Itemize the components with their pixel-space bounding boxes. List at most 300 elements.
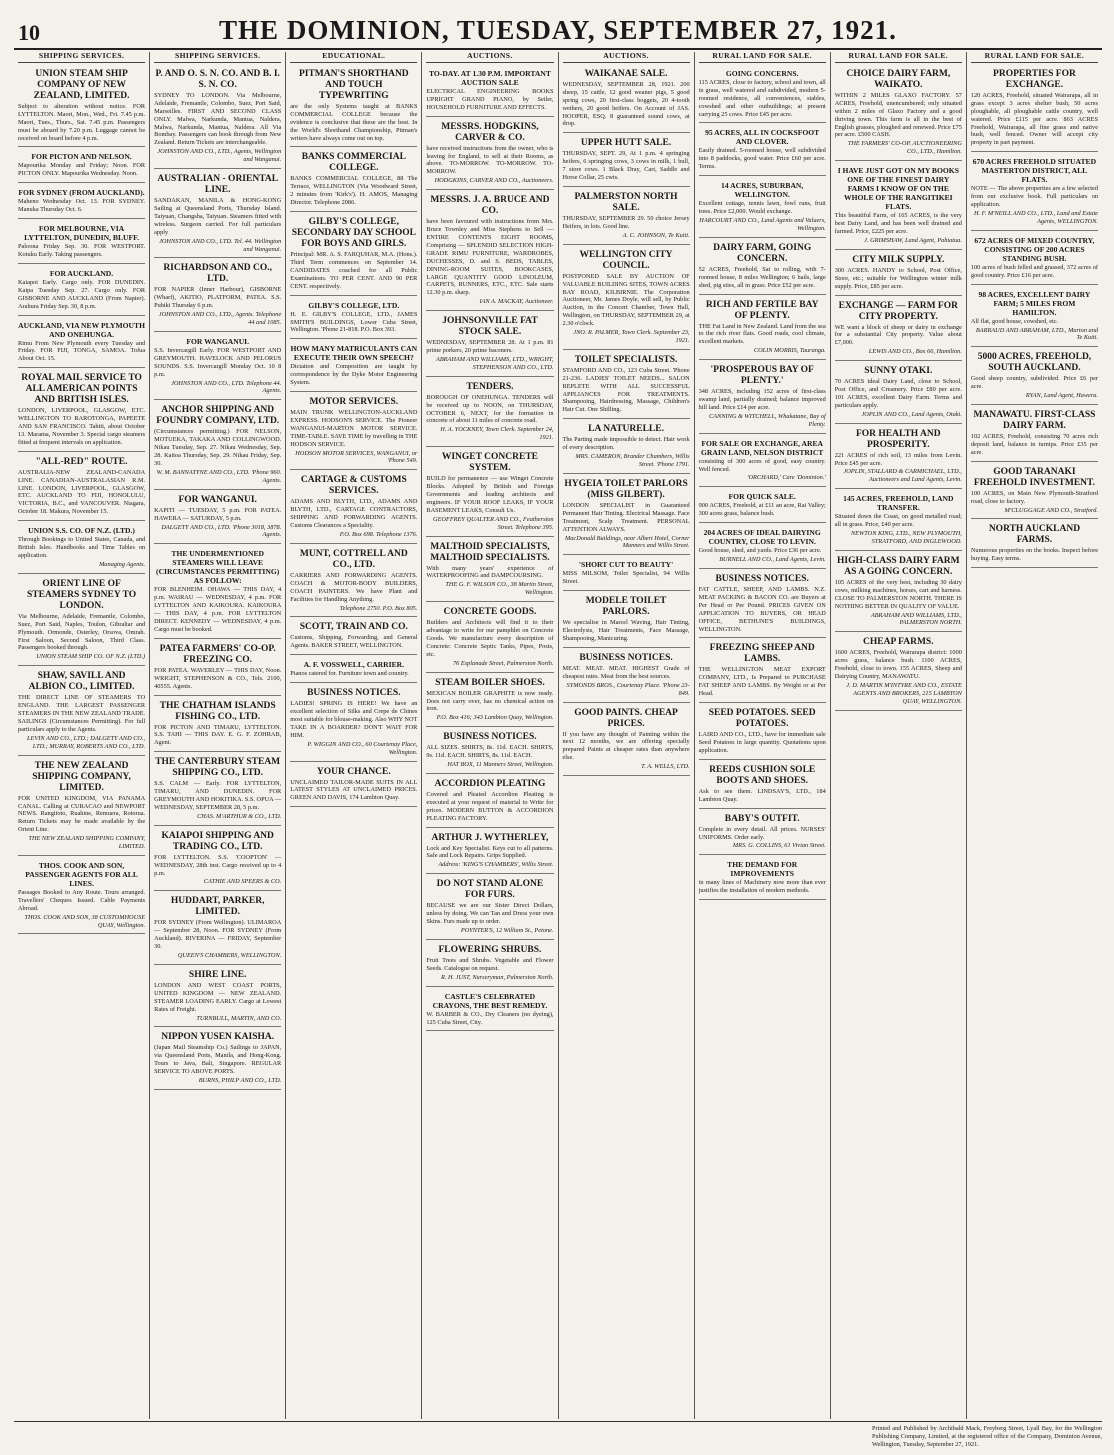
- ad-body: THURSDAY, SEPT. 29, At 1 p.m. 4 springing heifers, 6 springing cows, 3 cows in milk, 1 bull, 7 store cows. 1 Black Dray, Cart, Saddle and Horse Collar, 25 cwts.: [562, 150, 690, 182]
- ad-title: EXCHANGE — FARM FOR CITY PROPERTY.: [838, 300, 958, 322]
- ad-title: FOR WANGANUI.: [178, 494, 257, 505]
- ad-signature: Managing Agents.: [99, 560, 146, 568]
- advertisement: [699, 705, 826, 760]
- ad-title: THE NEW ZEALAND SHIPPING COMPANY, LIMITED.: [32, 760, 131, 793]
- ad-title: SEED POTATOES. SEED POTATOES.: [708, 708, 816, 730]
- ad-title: I HAVE JUST GOT ON MY BOOKS ONE OF THE FINEST DAIRY FARMS I KNOW OF ON THE WHOLE OF THE RANGITIKEI FLATS.: [837, 166, 959, 212]
- advertisement: [290, 298, 417, 340]
- ad-body: 102 ACRES, Freehold, consisting 70 acres rich deposit land, balance in turnips. Price £35 per acre.: [970, 433, 1098, 456]
- ad-body: THE Fat Land in New Zealand. Land from the sea to the rich river flats. Good roads, cool climate, excellent markets.: [698, 322, 826, 346]
- ad-body: are the only Systems taught at BANKS COMMERCIAL COLLEGE because the evidence is conclusive that these are the best. In the World's Shorthand Championship, Pitman's writers have always come out on top.: [290, 102, 418, 142]
- column-3: [286, 52, 422, 1419]
- column-6: [695, 52, 831, 1419]
- ad-body: If you have any thought of Painting within the next 12 months, we are offering specially prepared Paints at cheaper rates than anywhere else.: [562, 730, 690, 762]
- ad-title: THE CHATHAM ISLANDS FISHING CO., LTD.: [159, 700, 276, 722]
- ad-title: FOR HEALTH AND PROSPERITY.: [855, 428, 941, 450]
- ad-signature: HODGKINS, CARVER AND CO., Auctioneers.: [434, 177, 554, 185]
- advertisement: [154, 66, 281, 169]
- ad-body: This beautiful Farm, of 165 ACRES, is the very best Dairy Land, and has been well drained and farmed. Price, £225 per acre.: [834, 212, 962, 235]
- ad-title: YOUR CHANCE.: [316, 766, 391, 777]
- advertisement: [18, 858, 145, 935]
- imprint-footer: [14, 1421, 1102, 1449]
- advertisement: [18, 149, 145, 183]
- advertisement: [426, 942, 553, 987]
- advertisement: [699, 125, 826, 176]
- ad-title: BUSINESS NOTICES.: [579, 652, 673, 663]
- ad-body: THURSDAY, SEPTEMBER 29. 50 choice Jersey Heifers, in lots. Good line.: [562, 214, 690, 230]
- ad-title: BUSINESS NOTICES.: [307, 688, 401, 699]
- ad-signature: ABRAHAM AND WILLIAMS, LTD., WRIGHT, STEPHENSON AND CO., LTD.: [435, 355, 554, 371]
- ad-title: SUNNY OTAKI.: [864, 366, 933, 377]
- ad-signature: THE NEW ZEALAND SHIPPING COMPANY, LIMITED.: [28, 835, 146, 851]
- advertisement: [699, 525, 826, 569]
- column-heading: AUCTIONS.: [426, 52, 553, 63]
- ad-signature: BURNELL AND CO., Land Agents, Levin.: [719, 556, 826, 564]
- ad-title: P. AND O. S. N. CO. AND B. I. S. N. CO.: [155, 68, 280, 90]
- advertisement: [426, 876, 553, 940]
- advertisement: [426, 192, 553, 311]
- ad-body: FOR NAPIER (Inner Harbour), GISBORNE (Wharf), AKITIO, PLATFORM, PATEA. S.S. Puhiki Thursday 6 p.m.: [154, 286, 282, 310]
- advertisement: [699, 489, 826, 523]
- ad-body: BECAUSE we are our Sister Direct Dollars, unless by doing. We can Tan and Dress your own Skins. Furs made up to order.: [426, 902, 554, 926]
- ad-title: FOR WANGANUI.: [186, 336, 250, 346]
- ad-title: FREEZING SHEEP AND LAMBS.: [709, 643, 815, 665]
- ad-title: BABY'S OUTFIT.: [724, 813, 800, 824]
- ad-signature: JOHNSTON AND CO., LTD., Agents. Telephone 44 and 1085.: [158, 311, 282, 327]
- ad-body: FOR SYDNEY (From Wellington). ULIMAROA — September 28, Noon. FOR SYDNEY (From Auckland). RIVERINA — FRIDAY, September 30.: [154, 919, 282, 951]
- advertisement: [290, 472, 417, 544]
- ad-body: SYDNEY TO LONDON. Via Melbourne, Adelaide, Fremantle, Colombo, Suez, Port Said, Marseilles. FIRST AND SECOND CLASS ONLY. Malwa, Narkunda, Mantua, Naldera, Malwa, Narkunda, Mantua, Naldera. All Via Bombay. Passengers can book through from New Zealand. Return Tickets are interchangeable.: [154, 91, 282, 147]
- ad-title: STEAM BOILER SHOES.: [435, 677, 545, 688]
- advertisement: [699, 640, 826, 703]
- ad-body: Through Bookings to United States, Canada, and British Isles. Handbooks and Time Tables on application.: [18, 536, 146, 559]
- ad-title: JOHNSONVILLE FAT STOCK SALE.: [442, 316, 538, 338]
- advertisement: [290, 764, 417, 808]
- ad-title: REEDS CUSHION SOLE BOOTS AND SHOES.: [709, 764, 816, 786]
- advertisement: [563, 705, 690, 777]
- advertisement: [18, 523, 145, 574]
- advertisement: [563, 66, 690, 133]
- advertisement: [154, 492, 281, 545]
- advertisement: [563, 135, 690, 187]
- ad-body: WEDNESDAY, SEPTEMBER 28. At 1 p.m. 81 prime porkers, 20 prime baconers.: [426, 339, 554, 355]
- ad-title: GOOD TARANAKI FREEHOLD INVESTMENT.: [973, 466, 1096, 488]
- ad-title: BUSINESS NOTICES.: [715, 574, 809, 584]
- ad-signature: R. H. JUST, Nurseryman, Palmerston North.: [440, 973, 554, 981]
- ad-body: H. E. GILBY'S COLLEGE, LTD., JAMES SMITH'S BUILDINGS, Lower Cuba Street, Wellington. 'Phone 21-818. P.O. Box 393.: [290, 310, 418, 334]
- advertisement: [699, 571, 826, 638]
- advertisement: [18, 221, 145, 264]
- ad-title: MUNT, COTTRELL AND CO., LTD.: [299, 548, 408, 570]
- ad-title: FOR QUICK SALE.: [728, 492, 796, 502]
- ad-body: UNCLAIMED TAILOR-MADE SUITS IN ALL LATEST STYLES AT UNCLAIMED PRICES. GREEN AND DAVIS, 174 Lambton Quay.: [290, 778, 418, 802]
- advertisement: [290, 685, 417, 761]
- advertisement: [971, 349, 1098, 405]
- ad-signature: Address: 'KING'S CHAMBERS', Willis Street.: [438, 861, 554, 869]
- ad-signature: UNION STEAM SHIP CO. OF N.Z. (LTD.): [36, 653, 146, 661]
- ad-body: FOR PICTON AND TIMARU, LYTTELTON. S.S. TAHI — THIS DAY. E. G. F. ZOHRAB, Agent.: [154, 723, 282, 747]
- ad-body: All flat, good house, cowshed, etc.: [970, 317, 1059, 325]
- advertisement: [154, 698, 281, 753]
- ad-title: FOR MELBOURNE, VIA LYTTELTON, DUNEDIN, BLUFF.: [24, 224, 139, 243]
- ad-signature: MRS. CAMERON, Brander Chambers, Willis Street. 'Phone 1791.: [575, 453, 690, 468]
- ad-signature: P.O. Box 416; 343 Lambton Quay, Wellington.: [436, 714, 554, 722]
- ad-body: Fruit Trees and Shrubs. Vegetable and Flower Seeds. Catalogue on request.: [426, 956, 554, 972]
- advertisement: [835, 163, 962, 250]
- advertisement: [426, 675, 553, 728]
- ad-title: THE DEMAND FOR IMPROVEMENTS: [727, 860, 798, 879]
- advertisement: [290, 149, 417, 212]
- ad-signature: M'CLUGGAGE AND CO., Stratford.: [1004, 506, 1098, 514]
- ad-body: WEDNESDAY, SEPTEMBER 28, 1921. 200 sheep, 15 cattle, 12 good weaner pigs, 5 good spring cows, 20 first-class hoggets, 20 4-tooth wethers, 20 good heifers. On Account of JAS. HOOPER, ESQ. 8 guaranteed sound cows, at drop.: [562, 80, 690, 128]
- ad-title: TENDERS.: [466, 381, 514, 392]
- column-7: [831, 52, 967, 1419]
- ad-signature: SYMONDS BROS., Courtenay Place. 'Phone 23-849.: [566, 681, 690, 697]
- ad-signature: H. A. YOCKNEY, Town Clerk. September 24, 1921.: [440, 426, 554, 442]
- ad-title: NORTH AUCKLAND FARMS.: [988, 524, 1081, 546]
- ad-signature: CHAS. M'ARTHUR & CO., LTD.: [197, 812, 282, 820]
- advertisement: [835, 252, 962, 296]
- ad-body: Situated down the Coast, on good metalled road; all in grass. Price, £40 per acre.: [834, 513, 962, 529]
- advertisement: [699, 362, 826, 434]
- advertisement: [18, 370, 145, 452]
- column-8: [967, 52, 1102, 1419]
- ad-signature: HARCOURT AND CO., Land Agents and Valuers, Wellington.: [699, 216, 826, 232]
- advertisement: [699, 297, 826, 361]
- ad-body: 348 ACRES, including 152 acres of first-class swamp land, partially drained; balance improved hill land. Price £14 per acre.: [698, 388, 826, 411]
- ad-body: We specialise in Marcel Waving, Hair Tinting, Electrolysis, Hair Treatments, Face Massage, Shampooing, Manicuring.: [562, 619, 690, 642]
- ad-title: HIGH-CLASS DAIRY FARM AS A GOING CONCERN.: [836, 555, 960, 577]
- ad-title: 5000 ACRES, FREEHOLD, SOUTH AUCKLAND.: [977, 352, 1092, 374]
- ad-title: "ALL-RED" ROUTE.: [35, 456, 128, 467]
- ad-signature: A. C. JOHNSON, Te Kuiti.: [622, 231, 690, 239]
- advertisement: [563, 189, 690, 245]
- ad-signature: BARRAUD AND ABRAHAM, LTD., Marton and Te Kuiti.: [975, 326, 1098, 342]
- ad-title: GILBY'S COLLEGE, SECONDARY DAY SCHOOL FOR BOYS AND GIRLS.: [291, 217, 416, 250]
- ad-title: UPPER HUTT SALE.: [580, 138, 672, 149]
- ad-title: RICH AND FERTILE BAY OF PLENTY.: [705, 299, 819, 321]
- ad-title: MODELE TOILET PARLORS.: [585, 596, 667, 618]
- ad-title: AUCKLAND, VIA NEW PLYMOUTH AND ONEHUNGA.: [18, 320, 145, 339]
- ad-title: ARTHUR J. WYTHERLEY,: [431, 832, 549, 843]
- advertisement: [426, 830, 553, 875]
- ad-signature: HODSON MOTOR SERVICES, WANGANUI, or 'Phone 549.: [295, 449, 418, 465]
- ad-body: LONDON AND WEST COAST PORTS, UNITED KINGDOM — NEW ZEALAND. STEAMER LOADING EARLY. Cargo at Lowest Rates of Freight.: [154, 981, 282, 1013]
- advertisement: [835, 491, 962, 551]
- ad-signature: 76 Esplanade Street, Palmerston North.: [452, 659, 554, 667]
- ad-body: MEXICAN BOILER GRAPHITE is now ready. Does not carry over, has no chemical action on iron.: [426, 689, 554, 713]
- ad-body: 100 acres of bush felled and grassed, 372 acres of good country. Price £16 per acre.: [970, 263, 1098, 279]
- advertisement: [971, 154, 1098, 231]
- ad-body: MEAT. MEAT. MEAT. HIGHEST Grade of cheapest rates. Meat from the best sources.: [562, 664, 690, 680]
- ad-body: (Japan Mail Steamship Co.) Sailings to JAPAN, via Queensland Ports, Manila, and Hong-Kong. Tours to Java, Bali, Singapore. REGULAR SERVICE TO ABOVE PORTS.: [154, 1044, 282, 1076]
- ad-signature: IAN A. MACKAY, Auctioneer.: [479, 298, 554, 306]
- advertisement: [18, 66, 145, 148]
- advertisement: [290, 394, 417, 470]
- ad-title: 145 ACRES, FREEHOLD, LAND TRANSFER.: [843, 494, 954, 513]
- advertisement: [699, 178, 826, 238]
- ad-title: LA NATURELLE.: [588, 424, 664, 435]
- ad-body: Rimu From New Plymouth every Tuesday and Friday. FOR FIJI, TONGA, SAMOA. Tofua About Oct. 15.: [18, 339, 146, 363]
- ad-title: 95 ACRES, ALL IN COCKSFOOT AND CLOVER.: [705, 128, 820, 147]
- ad-title: CHOICE DAIRY FARM, WAIKATO.: [846, 68, 951, 90]
- ad-signature: COLIN MORRIS, Tauranga.: [753, 347, 826, 355]
- page-number: 10: [18, 20, 40, 45]
- advertisement: [426, 313, 553, 377]
- ad-title: 670 ACRES FREEHOLD SITUATED MASTERTON DISTRICT, ALL FLATS.: [972, 157, 1097, 185]
- ad-body: consisting of 300 acres of good, easy country. Well fenced.: [698, 457, 826, 473]
- advertisement: [154, 967, 281, 1028]
- advertisement: [563, 247, 690, 350]
- advertisement: [971, 233, 1098, 285]
- advertisement: [154, 402, 281, 489]
- ad-title: TO-DAY. AT 1.30 P.M. IMPORTANT AUCTION SALE: [428, 68, 551, 87]
- column-heading: RURAL LAND FOR SALE.: [699, 52, 826, 63]
- ad-body: Numerous properties on the books. Inspect before buying. Easy terms.: [970, 547, 1098, 563]
- advertisement: [426, 729, 553, 774]
- ad-body: CARRIERS AND FORWARDING AGENTS. COACH & MOTOR-BODY BUILDERS, COACH PAINTERS. We have Plant and Facilities for Handling Anything.: [290, 571, 418, 603]
- ad-signature: Telephone 2750. P.O. Box 805.: [339, 604, 418, 612]
- column-5: [559, 52, 695, 1419]
- ad-body: The Parting made impossible to detect. Hair work of every description.: [562, 436, 690, 452]
- ad-signature: JOHNSTON AND CO., LTD. Tel. 44. Wellington and Wanganui.: [159, 237, 282, 253]
- ad-body: Maheno Wednesday Oct. 13. FOR SYDNEY. Manuka Thursday Oct. 6.: [18, 198, 146, 214]
- ad-signature: RYAN, Land Agent, Hawera.: [1025, 392, 1098, 400]
- ad-body: LONDON SPECIALIST in Guaranteed Permanent Hair Tinting. Electrical Massage. Face Treatment, Scalp Treatment. PERSONAL ATTENTION ALWAYS.: [562, 501, 690, 533]
- advertisement: [426, 119, 553, 191]
- ad-title: 'SHORT CUT TO BEAUTY': [578, 560, 674, 570]
- ad-title: PALMERSTON NORTH SALE.: [574, 191, 678, 213]
- ad-body: LONDON, LIVERPOOL, GLASGOW, ETC. WELLINGTON TO RAROTONGA, PAPEETE AND SAN FRANCISCO. Tahiti, about October 13. Marama, November 3. Special cargo steamers fitted at frequent intervals on application.: [18, 407, 146, 446]
- ad-body: Subject to alteration without notice. FOR LYTTELTON. Maori, Mon., Wed., Fri. 7.45 p.m. Maori, Tues., Thurs., Sat. 7.45 p.m. Passengers must be aboard by 7.20 p.m. Luggage cannot be received on board before 4 p.m.: [18, 102, 146, 142]
- advertisement: [18, 758, 145, 856]
- ad-title: FOR AUCKLAND.: [49, 268, 114, 278]
- ad-title: HOW MANY MATRICULANTS CAN EXECUTE THEIR OWN SPEECH?: [290, 344, 418, 363]
- ad-title: MESSRS. HODGKINS, CARVER & CO.: [441, 121, 539, 143]
- ad-title: NIPPON YUSEN KAISHA.: [161, 1032, 275, 1043]
- ad-body: Pianos catered for. Furniture town and country.: [290, 670, 409, 678]
- advertisement: [154, 1029, 281, 1090]
- ad-title: MANAWATU. FIRST-CLASS DAIRY FARM.: [973, 410, 1096, 432]
- ad-title: ORIENT LINE OF STEAMERS SYDNEY TO LONDON.: [27, 578, 137, 611]
- ad-title: MOTOR SERVICES.: [309, 397, 399, 408]
- ad-title: CHEAP FARMS.: [863, 637, 934, 648]
- advertisement: [971, 66, 1098, 152]
- ad-body: ELECTRICAL ENGINEERING BOOKS UPRIGHT GRAND PIANO, by Seiler, HOUSEHOLD FURNITURE AND EFFECTS.: [426, 87, 554, 111]
- ad-body: S.S. Invercargill Early. FOR WESTPORT AND GREYMOUTH. HAVELOCK AND PELORUS SOUNDS. S.S. Invercargill Monday Oct. 10 8 p.m.: [154, 346, 282, 378]
- advertisement: [18, 454, 145, 521]
- ad-title: HYGEIA TOILET PARLORS (MISS GILBERT).: [564, 478, 688, 500]
- ad-signature: GEOFFREY QUALTER AND CO., Featherston Street. Telephone 395.: [433, 515, 554, 531]
- ad-title: MESSRS. J. A. BRUCE AND CO.: [430, 195, 550, 217]
- ad-title: WINGET CONCRETE SYSTEM.: [441, 452, 539, 474]
- advertisement: [18, 185, 145, 219]
- ad-title: THOS. COOK AND SON, PASSENGER AGENTS FOR ALL LINES.: [25, 860, 138, 888]
- advertisement: [290, 657, 417, 683]
- ad-body: Good house, shed, and yards. Price £36 per acre.: [698, 547, 822, 555]
- ad-title: FOR SALE OR EXCHANGE, AREA GRAIN LAND, NELSON DISTRICT: [701, 438, 824, 457]
- ad-body: 1600 ACRES, Freehold, Wairarapa district: 1000 acres grass, balance bush. 1100 ACRES, Freehold, close to town. 155 ACRES, Sheep and Dairying Country, MANAWATU.: [834, 649, 962, 681]
- advertisement: [18, 266, 145, 316]
- advertisement: [426, 379, 553, 447]
- ad-body: FOR UNITED KINGDOM, VIA PANAMA CANAL. Calling at CURACAO and NEWPORT NEWS. Rangitoto, Ruahine, Remuera, Rotorua. Return Tickets may be made available by the Orient Line.: [18, 794, 146, 834]
- ad-title: AUSTRALIAN - ORIENTAL LINE.: [157, 174, 279, 196]
- ad-title: A. F. VOSSWELL, CARRIER.: [303, 660, 405, 670]
- masthead: [14, 10, 1102, 50]
- ad-signature: ABRAHAM AND WILLIAMS, LTD., PALMERSTON NORTH.: [870, 611, 962, 627]
- ad-body: Covered and Pleated Accordion Pleating is executed at your request of material to Write for prices. MODERN BUTTON & ACCORDION PLEATING FACTORY.: [426, 790, 554, 822]
- ad-body: S.S. CALM — Early. FOR LYTTELTON, TIMARU, AND DUNEDIN. FOR GREYMOUTH AND HOKITIKA. S.S. OPUA — WEDNESDAY, SEPTEMBER 28, 5 p.m.: [154, 780, 282, 811]
- ad-body: 300 ACRES. HANDY to School, Post Office, Store, etc.; suitable for Wellington winter milk supply. Price, £85 per acre.: [834, 266, 962, 290]
- ad-title: 204 ACRES OF IDEAL DAIRYING COUNTRY, CLOSE TO LEVIN.: [703, 528, 821, 547]
- ad-body: With many years' experience of WATERPROOFING and DAMPCOURSING.: [426, 564, 554, 580]
- ad-signature: MRS. G. COLLINS, 61 Vivian Street.: [732, 842, 826, 850]
- column-1: [14, 52, 150, 1419]
- advertisement: [563, 421, 690, 474]
- ad-body: Ask to see them. LINDSAY'S, LTD., 184 Lambton Quay.: [698, 787, 826, 803]
- advertisement: [290, 619, 417, 655]
- ad-title: CITY MILK SUPPLY.: [852, 254, 945, 265]
- ad-body: have received instructions from the owner, who is leaving for England, to sell at their Rooms, as above. TO-MORROW. TO-MORROW. TO-MORROW.: [426, 144, 554, 176]
- advertisement: [426, 449, 553, 536]
- advertisement: [563, 593, 690, 648]
- ad-title: THE UNDERMENTIONED STEAMERS WILL LEAVE (CIRCUMSTANCES PERMITTING) AS FOLLOW:: [156, 549, 280, 586]
- ad-signature: J. GRIMSHAW, Land Agent, Pahiatua.: [864, 236, 962, 244]
- ad-signature: LEWIS AND CO., Box 66, Hamilton.: [868, 348, 962, 356]
- advertisement: [154, 893, 281, 965]
- ad-signature: JOHNSTON AND CO., LTD. Telephone 44. Agents.: [171, 379, 282, 395]
- ad-title: SHAW, SAVILL AND ALBION CO., LIMITED.: [28, 671, 135, 693]
- column-heading: AUCTIONS.: [563, 52, 690, 63]
- ad-body: ADAMS AND BLYTH, LTD., ADAMS AND BLYTH, LTD., CARTAGE CONTRACTORS, SHIPPING AND FORWARDING AGENTS. Customs Clearances a Speciality.: [290, 498, 418, 530]
- column-2: [150, 52, 286, 1419]
- advertisement: [563, 650, 690, 703]
- advertisement: [971, 287, 1098, 348]
- ad-signature: THOS. COOK AND SON, 38 CUSTOMHOUSE QUAY, Wellington.: [24, 913, 146, 929]
- ad-body: Lock and Key Specialist. Keys cut to all patterns. Safe and Lock Repairs. Grips Supplied.: [426, 844, 554, 860]
- ad-signature: NEWTON KING, LTD., NEW PLYMOUTH, STRATFORD, AND INGLEWOOD.: [850, 530, 962, 545]
- advertisement: [835, 634, 962, 710]
- advertisement: [154, 546, 281, 638]
- ad-body: AUSTRALIA-NEW ZEALAND-CANADA LINE. CANADIAN-AUSTRALASIAN R.M. LINE. LONDON, LIVERPOOL, GLASGOW, ETC. AUCKLAND TO FIJI, HONOLULU, VICTORIA, B.C., and VANCOUVER. Niagara, October 18. Makura, November 15.: [18, 468, 146, 516]
- ad-title: HUDDART, PARKER, LIMITED.: [170, 896, 265, 918]
- ad-signature: TURNBULL, MARTIN, AND CO.: [196, 1014, 282, 1022]
- ad-title: PATEA FARMERS' CO-OP. FREEZING CO.: [159, 643, 276, 665]
- ad-title: DAIRY FARM, GOING CONCERN.: [713, 242, 812, 264]
- column-heading: RURAL LAND FOR SALE.: [971, 52, 1098, 63]
- ad-signature: 'ORCHARD,' Care 'Dominion.': [747, 474, 826, 482]
- ad-title: THE CANTERBURY STEAM SHIPPING CO., LTD.: [155, 757, 281, 779]
- ad-body: SANDAKAN, MANILA & HONG-KONG Sailing at Queensland Ports, Thursday Island. Taiyuan, Changsha, Taiyuan. Steamers fitted with wireless. Surgeon carried. For full particulars apply: [154, 197, 282, 236]
- ad-body: Kaiapoi Early. Cargo only. FOR DUNEDIN. Kaipa Tuesday Sep. 27. Cargo only. FOR GISBORNE AND AUCKLAND (From Napier). Arahura Friday Sep. 30, 8 p.m.: [18, 278, 146, 310]
- ad-body: BANKS COMMERCIAL COLLEGE, 88 The Terrace, WELLINGTON (Via Woodward Street, 2 minutes from 'Kirk's'). H. AMOS, Managing Director. Telephone 2086.: [290, 175, 418, 207]
- ad-body: 115 ACRES, close to factory, school and town, all in grass, well watered and subdivided, modern 5-roomed residence, all conveniences, stables, cowshed and other outbuildings; at present carrying 25 cows. Price £45 per acre.: [698, 78, 826, 118]
- ad-body: 105 ACRES of the very best, including 30 dairy cows, milking machines, horses, cart and harness. CLOSE TO PALMERSTON NORTH. THERE IS NOTHING BETTER IN QUALITY OF VALUE.: [834, 578, 962, 610]
- advertisement: [563, 557, 690, 591]
- ad-body: THE WELLINGTON MEAT EXPORT COMPANY, LTD., Is Prepared to PURCHASE FAT SHEEP AND LAMBS. By Weight or at Per Head.: [698, 666, 826, 698]
- ad-body: Excellent cottage, tennis lawn, fowl runs, fruit trees. Price £2,000. Would exchange.: [698, 200, 826, 216]
- ad-title: KAIAPOI SHIPPING AND TRADING CO., LTD.: [161, 830, 274, 852]
- ad-body: FAT CATTLE, SHEEP, AND LAMBS. N.Z. MEAT PACKING & BACON CO. are Buyers at Per Head or Per Pound. PRICES GIVEN ON APPLICATION TO BUYERS, OR HEAD OFFICE, BETHUNE'S BUILDINGS, WELLINGTON.: [698, 586, 826, 633]
- ad-title: FOR SYDNEY (FROM AUCKLAND).: [18, 188, 145, 198]
- ad-signature: POYNTER'S, 12 William St., Petone.: [460, 927, 554, 934]
- column-4: [422, 52, 558, 1419]
- ad-signature: MacDonald Buildings, near Albert Hotel, Corner Manners and Willis Street.: [565, 534, 690, 550]
- ad-body: Via Melbourne, Adelaide, Fremantle, Colombo, Suez, Port Said, Naples, Toulon, Gibraltar and Plymouth. Ormonde, Osterley, Orsova, Omrah. First Saloon, Second Saloon, Third Class. Passengers booked through.: [18, 612, 146, 652]
- advertisement: [699, 240, 826, 295]
- ad-body: (Circumstances permitting.) FOR NELSON, MOTUEKA, TAKAKA AND COLLINGWOOD. Nikau Tuesday, Sep. 27. Nikau Wednesday, Sep. 28. Kaitoa Thursday, Sep. 29. Nikau Friday, Sep. 30.: [154, 428, 282, 467]
- ad-title: WELLINGTON CITY COUNCIL.: [579, 249, 673, 271]
- ad-body: 100 ACRES, on Main New Plymouth-Stratford road, close to factory.: [970, 489, 1098, 505]
- ad-body: Mapourika Monday and Friday; Noon. FOR PICTON ONLY. Mapourika Wednesday. Noon.: [18, 162, 146, 178]
- ad-body: MAIN TRUNK WELLINGTON-AUCKLAND EXPRESS. HODSON'S SERVICE. The Pioneer WANGANUI-MARTON MOTOR SERVICE. TIME-TABLE. SAVE TIME by travelling in THE HODSON SERVICE.: [290, 409, 418, 448]
- ad-title: RICHARDSON AND CO., LTD.: [163, 263, 273, 285]
- ad-signature: P. WIGGIN AND CO., 60 Courtenay Place, Wellington.: [307, 740, 418, 756]
- advertisement: [426, 539, 553, 603]
- ad-body: 900 ACRES, Freehold, at £11 an acre, Rai Valley; 300 acres grass, balance bush.: [698, 502, 826, 518]
- ad-body: LAIRD AND CO., LTD., have for immediate sale Seed Potatoes in large quantity. Quotations upon application.: [698, 731, 826, 754]
- ad-signature: LEVIN AND CO., LTD.; DALGETY AND CO., LTD.; MURRAY, ROBERTS AND CO., LTD.: [27, 734, 146, 750]
- ad-title: CASTLE'S CELEBRATED CRAYONS, THE BEST REMEDY.: [432, 991, 548, 1010]
- ad-title: ACCORDION PLEATING: [434, 778, 546, 789]
- advertisement: [835, 553, 962, 632]
- ad-body: Principal: MR. A. S. FARQUHAR, M.A. (Hons.). Third Term commences on September 14. CANDIDATES coached for all Public Examinations. TO PER CENT. AND 90 PER CENT. respectively.: [290, 251, 418, 290]
- ad-title: DO NOT STAND ALONE FOR FURS.: [436, 879, 544, 901]
- ad-body: Complete in every detail. All prices. NURSES' UNIFORMS. Order early.: [698, 825, 826, 841]
- ad-signature: JOPLIN AND CO., Land Agents, Otaki.: [861, 410, 962, 418]
- ad-title: ANCHOR SHIPPING AND FOUNDRY COMPANY, LTD.: [156, 405, 280, 427]
- ad-title: WAIKANAE SALE.: [584, 68, 668, 79]
- ad-signature: JOHNSTON AND CO., LTD., Agents, Wellington and Wanganui.: [157, 148, 282, 164]
- ad-signature: JOPLIN, STALLARD & CARMICHAEL, LTD., Auctioneers and Land Agents, Levin.: [843, 468, 962, 484]
- ad-body: Good sheep country, subdivided. Price £6 per acre.: [970, 375, 1098, 391]
- advertisement: [971, 464, 1098, 520]
- advertisement: [154, 334, 281, 400]
- ad-body: STAMFORD AND CO., 123 Cuba Street. 'Phone 21-236. LADIES' TOILET NEEDS... SALON REPLETE WITH ALL SUCCESSFUL APPLIANCES FOR TREATMENTS. Shampooing, Hairdressing, Massage, Children's Hair Cut. One Shilling.: [562, 366, 690, 414]
- ad-title: 14 ACRES, SUBURBAN, WELLINGTON.: [721, 181, 804, 200]
- advertisement: [154, 171, 281, 258]
- advertisement: [699, 811, 826, 856]
- advertisement: [290, 546, 417, 618]
- advertisement: [426, 66, 553, 117]
- ad-title: CARTAGE & CUSTOMS SERVICES.: [300, 475, 407, 497]
- advertisement: [835, 426, 962, 490]
- column-heading: SHIPPING SERVICES.: [154, 52, 281, 63]
- ad-body: Customs, Shipping, Forwarding, and General Agents. BAKER STREET, WELLINGTON.: [290, 634, 418, 650]
- advertisement: [835, 298, 962, 362]
- ad-title: UNION S.S. CO. OF N.Z. (LTD.): [28, 526, 135, 536]
- ad-body: W. BARBER & CO., Dry Cleaners (no dyeing), 125 Cuba Street, City.: [426, 1010, 554, 1026]
- ad-signature: THE G. F. WILSON CO., 38 Martin Street, Wellington.: [445, 581, 554, 597]
- ad-signature: H. F. M'NEILL AND CO., LTD., Land and Estate Agents, WELLINGTON.: [973, 209, 1098, 225]
- ad-body: have been favoured with instructions from Mrs. Bruce Townley and Miss Stephens to Sell — ENTIRE CONTENTS EIGHT ROOMS, Comprising — SPLENDID SELECTION HIGH-GRADE RIMU FURNITURE, WARDROBES, DUCHESSES, D. and S. BEDS, TABLES, DINING-ROOM SUITES, BOOKCASES, LARGE QUANTITY GOOD LINOLEUM, CARPETS, RUNNERS, ETC., ETC. Sale starts 12.30 p.m. sharp.: [426, 218, 554, 297]
- column-heading: EDUCATIONAL.: [290, 52, 417, 63]
- advertisement: [835, 66, 962, 161]
- ad-body: WE want a block of sheep or dairy in exchange for a substantial City property. Value about £7,000.: [834, 323, 962, 347]
- ad-title: GILBY'S COLLEGE, LTD.: [308, 300, 400, 310]
- advertisement: [154, 828, 281, 892]
- ad-signature: THE FARMERS' CO-OP. AUCTIONEERING CO., LTD., Hamilton.: [847, 140, 962, 156]
- ad-title: BUSINESS NOTICES.: [443, 732, 537, 743]
- advertisement: [699, 857, 826, 900]
- ad-body: BOROUGH OF ONEHUNGA. TENDERS will be received up to NOON, on THURSDAY, OCTOBER 6, NEXT, for the formation in concrete of about 11 miles of concrete road.: [426, 393, 554, 425]
- ad-title: PITMAN'S SHORTHAND AND TOUCH TYPEWRITING: [298, 68, 409, 101]
- ad-title: UNION STEAM SHIP COMPANY OF NEW ZEALAND, LIMITED.: [33, 68, 130, 101]
- ad-body: in many lines of Machinery now more than ever justifies the installation of modern methods.: [698, 879, 826, 895]
- ad-body: MISS MILSOM, Toilet Specialist, 94 Willis Street.: [562, 570, 690, 586]
- ad-title: SHIRE LINE.: [188, 969, 247, 980]
- advertisement: [18, 576, 145, 666]
